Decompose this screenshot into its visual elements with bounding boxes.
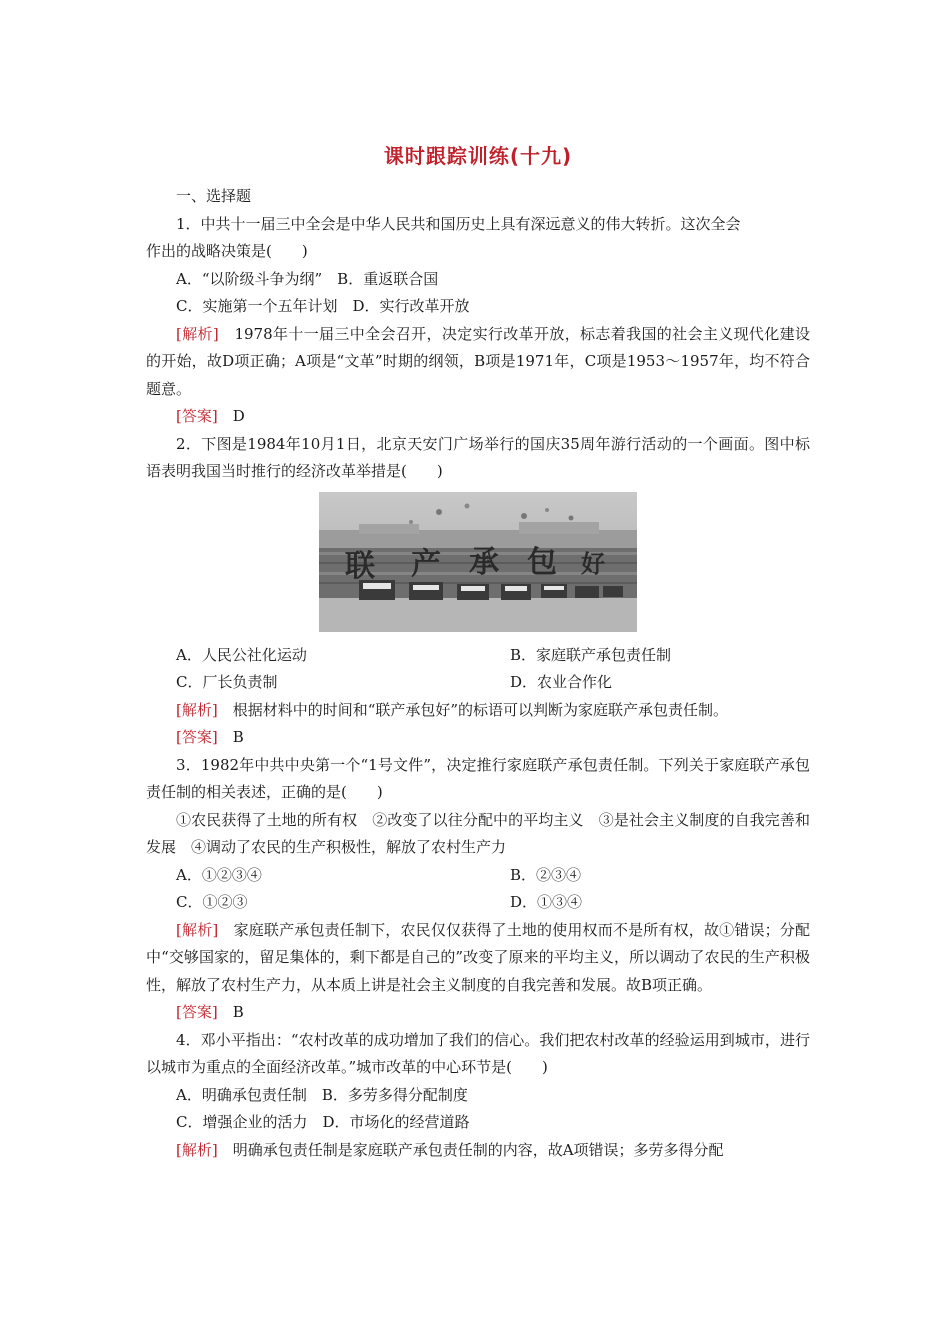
q2-options-row2 xyxy=(146,669,810,697)
q2-answer xyxy=(146,724,810,752)
page-title: 课时跟踪训练(十九) xyxy=(383,144,573,168)
analysis-tag: [解析] xyxy=(176,700,218,719)
q3-option-c: C．①②③ xyxy=(176,893,248,911)
q2-stem: 2．下图是1984年10月1日，北京天安门广场举行的国庆35周年游行活动的一个画面。图中标语表明我国当时推行的经济改革举措是( ) xyxy=(146,434,810,480)
analysis-tag: [解析] xyxy=(176,920,219,939)
q3-option-b: B．②③④ xyxy=(510,865,582,884)
slogan-char: 联 xyxy=(345,548,375,584)
q2-option-d: D．农业合作化 xyxy=(510,673,613,691)
q3-answer xyxy=(146,999,810,1027)
q1-options-line2: C．实施第一个五年计划 D．实行改革开放 xyxy=(176,297,470,315)
q2-answer-value: B xyxy=(217,728,244,746)
q3-option-d: D．①③④ xyxy=(510,893,583,911)
q3-analysis xyxy=(146,917,810,1000)
q3-options-row1 xyxy=(146,862,810,890)
analysis-tag: [解析] xyxy=(176,1140,218,1159)
q1-stem-line2: 作出的战略决策是( ) xyxy=(146,242,308,260)
answer-tag: [答案] xyxy=(176,1003,218,1021)
q4-options-line1: A．明确承包责任制 B．多劳多得分配制度 xyxy=(176,1085,468,1104)
q2-analysis xyxy=(146,697,810,725)
q3-answer-value: B xyxy=(217,1003,244,1021)
q4-analysis xyxy=(146,1137,810,1165)
slogan-char: 好 xyxy=(581,549,605,578)
parade-photo xyxy=(146,492,810,632)
answer-tag: [答案] xyxy=(176,407,218,425)
q4-analysis-text: 明确承包责任制是家庭联产承包责任制的内容，故A项错误；多劳多得分配 xyxy=(217,1140,724,1159)
slogan-char: 包 xyxy=(527,544,557,580)
q3-analysis-text: 家庭联产承包责任制下，农民仅仅获得了土地的使用权而不是所有权，故①错误；分配中“交够国家的，留足集体的，剩下都是自己的”改变了原来的平均主义，所以调动了农民的生产积极性，解放了农村生产力，从本质上讲是社会主义制度的自我完善和发展。故B项正确。 xyxy=(146,920,810,994)
q1-analysis-text: 1978年十一届三中全会召开，决定实行改革开放，标志着我国的社会主义现代化建设的开始，故D项正确；A项是“文革”时期的纲领，B项是1971年，C项是1953～1957年，均不符合题意。 xyxy=(146,324,810,398)
section-heading: 一、选择题 xyxy=(176,187,252,205)
q2-option-c: C．厂长负责制 xyxy=(176,673,278,691)
q4-stem: 4．邓小平指出：“农村改革的成功增加了我们的信心。我们把农村改革的经验运用到城市，进行以城市为重点的全面经济改革。”城市改革的中心环节是( ) xyxy=(146,1030,810,1076)
q2-option-b: B．家庭联产承包责任制 xyxy=(510,645,672,664)
q1-answer xyxy=(146,403,810,431)
q1-answer-value: D xyxy=(217,407,245,425)
q3-option-a: A．①②③④ xyxy=(176,865,262,884)
q3-options-row2 xyxy=(146,889,810,917)
answer-tag: [答案] xyxy=(176,728,218,746)
q2-option-a: A．人民公社化运动 xyxy=(176,645,307,664)
document-page xyxy=(146,140,810,1164)
analysis-tag: [解析] xyxy=(176,324,219,343)
q3-stem: 3．1982年中共中央第一个“1号文件”，决定推行家庭联产承包责任制。下列关于家庭联产承包责任制的相关表述，正确的是( ) xyxy=(146,755,810,801)
q1-analysis xyxy=(146,321,810,404)
slogan-char: 产 xyxy=(411,546,441,582)
q2-analysis-text: 根据材料中的时间和“联产承包好”的标语可以判断为家庭联产承包责任制。 xyxy=(217,700,729,719)
q1-stem-line1: 1．中共十一届三中全会是中华人民共和国历史上具有深远意义的伟大转折。这次全会 xyxy=(176,214,741,233)
q3-items: ①农民获得了土地的所有权 ②改变了以往分配中的平均主义 ③是社会主义制度的自我完善和发展 ④调动了农民的生产积极性，解放了农村生产力 xyxy=(146,810,810,856)
parade-photo-image xyxy=(319,492,637,632)
q4-options-line2: C．增强企业的活力 D．市场化的经营道路 xyxy=(176,1113,470,1131)
q1-options-line1: A．“以阶级斗争为纲” B．重返联合国 xyxy=(176,269,439,288)
slogan-char: 承 xyxy=(469,544,499,580)
q2-options-row1 xyxy=(146,642,810,670)
